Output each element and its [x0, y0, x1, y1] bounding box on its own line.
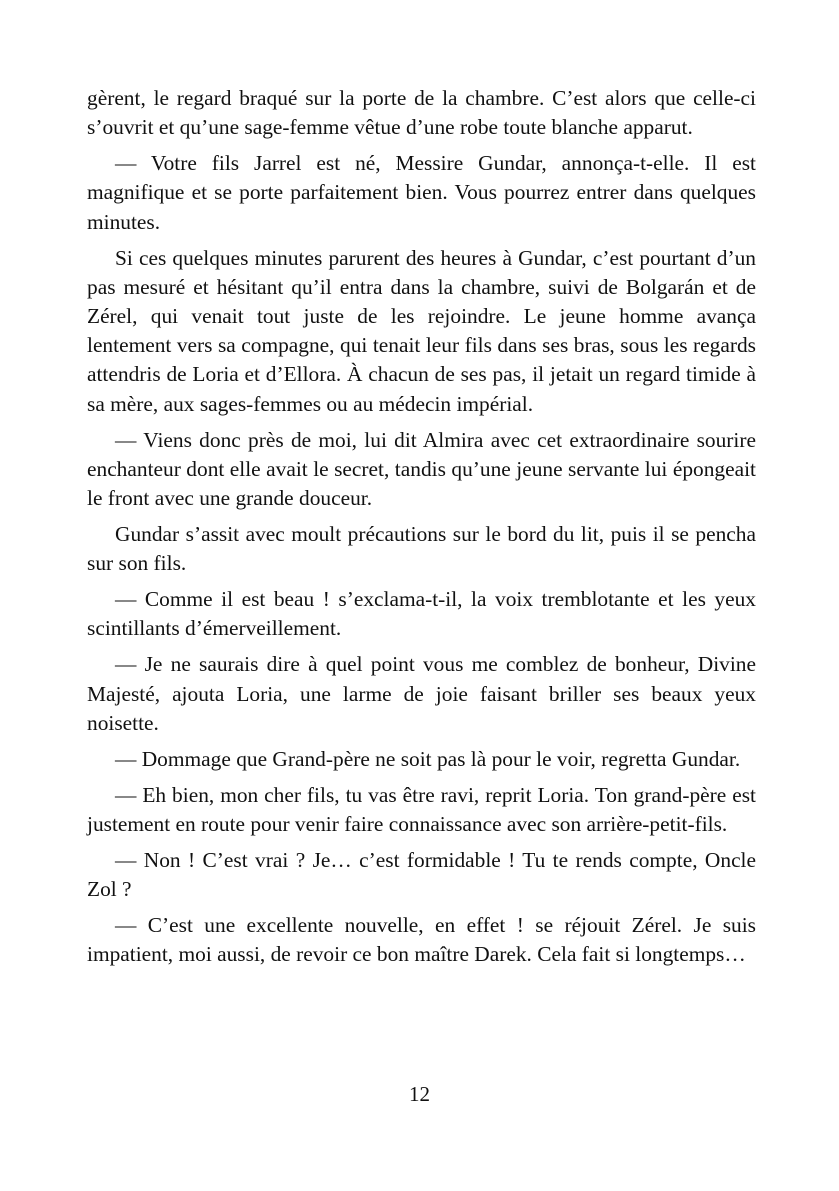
- paragraph-2: — Votre fils Jarrel est né, Messire Gundar, annonça-t-elle. Il est magnifique et se porte parfaitement bien. Vous pourrez entrer dans quelques minutes.: [87, 151, 756, 234]
- page-number: 12: [409, 1082, 430, 1106]
- paragraph-8: — Dommage que Grand-père ne soit pas là pour le voir, regretta Gundar.: [115, 746, 741, 771]
- paragraph-11: — C’est une excellente nouvelle, en effet ! se réjouit Zérel. Je suis impatient, moi aussi, de revoir ce bon maître Darek. Cela fait si longtemps…: [87, 913, 756, 967]
- paragraph-4: — Viens donc près de moi, lui dit Almira avec cet extraordinaire sourire enchanteur dont elle avait le secret, tandis qu’une jeune servante lui épongeait le front avec une grande douceur.: [87, 427, 756, 511]
- paragraph-5: Gundar s’assit avec moult précautions sur le bord du lit, puis il se pencha sur son fils.: [87, 522, 756, 576]
- page-body: [87, 84, 756, 976]
- paragraph-9: — Eh bien, mon cher fils, tu vas être ravi, reprit Loria. Ton grand-père est justement en route pour venir faire connaissance avec son arrière-petit-fils.: [87, 782, 756, 837]
- paragraph-3: Si ces quelques minutes parurent des heures à Gundar, c’est pourtant d’un pas mesuré et hésitant qu’il entra dans la chambre, suivi de Bolgarán et de Zérel, qui venait tout juste de les rejoindre. Le jeune homme avança lentement vers sa compagne, qui tenait leur fils dans ses bras, sous les regards attendris de Loria et d’Ellora. À chacun de ses pas, il jetait un regard timide à sa mère, aux sages-femmes ou au médecin impérial.: [87, 245, 756, 416]
- paragraph-1: gèrent, le regard braqué sur la porte de la chambre. C’est alors que celle-ci s’ouvrit et qu’une sage-femme vêtue d’une robe toute blanche apparut.: [87, 86, 756, 140]
- paragraph-10: — Non ! C’est vrai ? Je… c’est formidable ! Tu te rends compte, Oncle Zol ?: [87, 848, 756, 902]
- paragraph-7: — Je ne saurais dire à quel point vous me comblez de bonheur, Divine Majesté, ajouta Loria, une larme de joie faisant briller ses beaux yeux noisette.: [87, 652, 756, 735]
- paragraph-6: — Comme il est beau ! s’exclama-t-il, la voix tremblotante et les yeux scintillants d’émerveillement.: [87, 587, 756, 641]
